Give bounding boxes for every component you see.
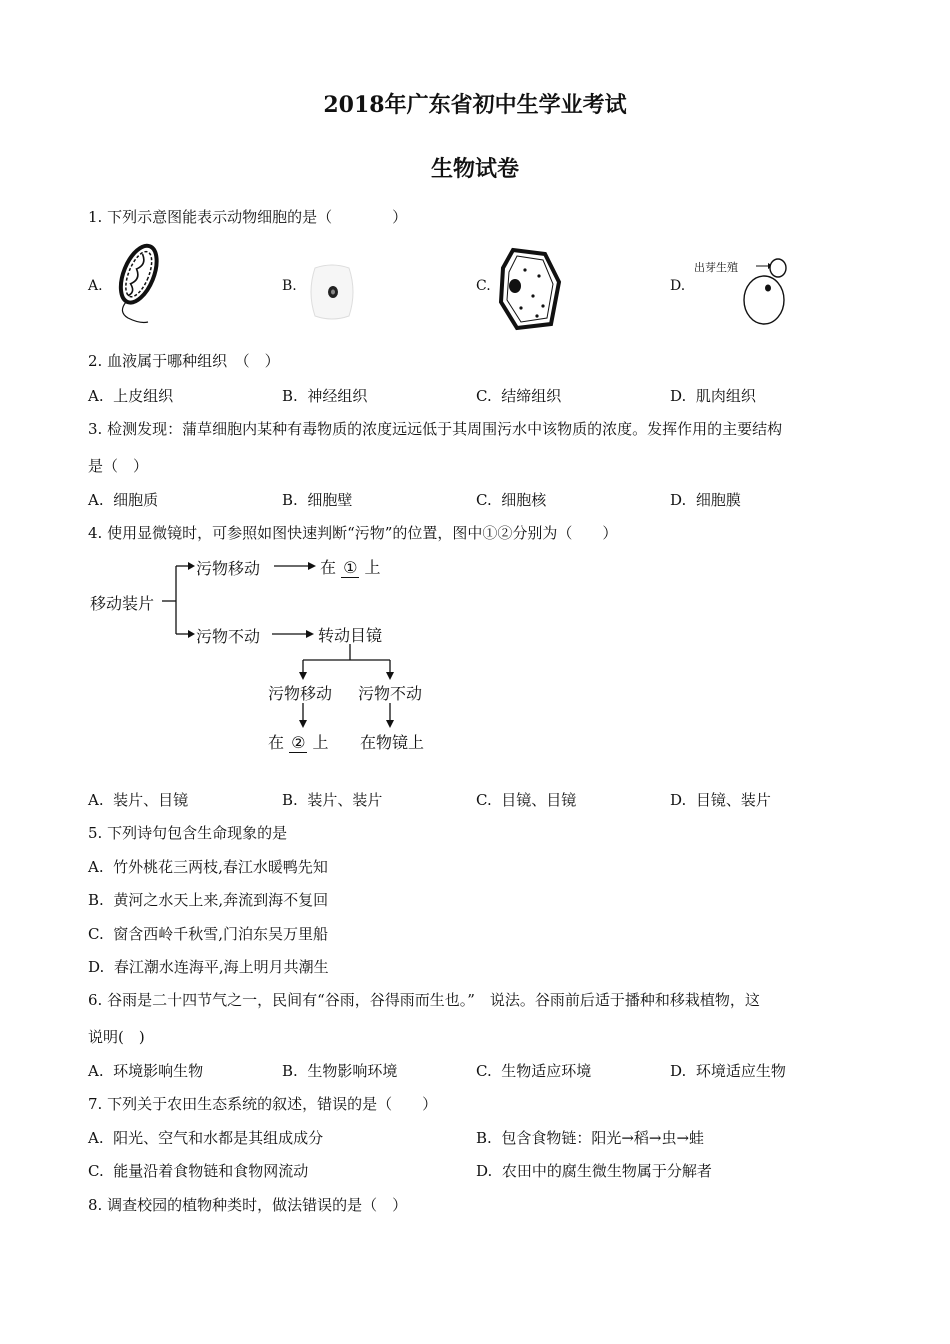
question-number: 4. (88, 524, 103, 542)
question-7 (88, 1093, 437, 1114)
q1-option-b-label: B. (282, 278, 297, 294)
q5-option-b: B. 黄河之水天上来,奔流到海不复回 (88, 891, 329, 909)
blank-1: ① (343, 558, 358, 577)
question-stem: 血液属于哪种组织 （ ） (107, 352, 280, 370)
flow-start: 移动装片 (90, 594, 155, 613)
q4-option-c: C. 目镜、目镜 (476, 791, 577, 809)
q4-option-b: B. 装片、装片 (282, 791, 383, 809)
question-stem: 使用显微镜时，可参照如图快速判断“污物”的位置，图中①②分别为（ ） (107, 524, 618, 542)
q7-option-d: D. 农田中的腐生微生物属于分解者 (476, 1162, 712, 1180)
question-stem: 检测发现：蒲草细胞内某种有毒物质的浓度远远低于其周围污水中该物质的浓度。发挥作用的主要结构 (107, 420, 783, 438)
q4-option-a: A. 装片、目镜 (88, 791, 189, 809)
question-5 (88, 822, 287, 843)
q2-option-c: C. 结缔组织 (476, 387, 562, 405)
question-8 (88, 1194, 407, 1215)
question-stem: 下列关于农田生态系统的叙述，错误的是（ ） (107, 1095, 438, 1113)
q7-option-b: B. 包含食物链：阳光→稻→虫→蛙 (476, 1129, 705, 1147)
q4-option-d: D. 目镜、装片 (670, 791, 771, 809)
q6-option-b: B. 生物影响环境 (282, 1062, 398, 1080)
blank-2: ② (291, 733, 306, 752)
flow-result1: 在 ① 上 (320, 558, 381, 577)
q3-option-a: A. 细胞质 (88, 491, 159, 509)
q6-option-a: A. 环境影响生物 (88, 1062, 204, 1080)
flow-branch2: 污物不动 (196, 627, 261, 646)
q5-option-a: A. 竹外桃花三两枝,春江水暖鸭先知 (88, 858, 328, 876)
q1-option-d-label: D. (670, 278, 686, 294)
q2-option-a: A. 上皮组织 (88, 387, 174, 405)
question-number: 7. (88, 1095, 103, 1113)
q5-option-d: D. 春江潮水连海平,海上明月共潮生 (88, 958, 329, 976)
q3-option-c: C. 细胞核 (476, 491, 547, 509)
question-stem: 调查校园的植物种类时，做法错误的是（ ） (107, 1196, 408, 1214)
q6-option-c: C. 生物适应环境 (476, 1062, 592, 1080)
q2-option-d: D. 肌肉组织 (670, 387, 756, 405)
q1-option-a-label: A. (88, 278, 103, 294)
question-3-cont: 是（ ） (88, 457, 149, 475)
budding-caption: 出芽生殖 (694, 261, 738, 274)
flow-sub1: 污物移动 (268, 684, 333, 703)
q2-option-b: B. 神经组织 (282, 387, 368, 405)
page-title: 2018年广东省初中生学业考试 (323, 92, 627, 118)
question-number: 3. (88, 420, 103, 438)
q3-option-d: D. 细胞膜 (670, 491, 741, 509)
question-stem: 谷雨是二十四节气之一，民间有“谷雨，谷得雨而生也。” 说法。谷雨前后适于播种和移栽植物，这 (107, 991, 760, 1009)
q1-option-c-label: C. (476, 278, 491, 294)
question-stem: 下列诗句包含生命现象的是 (107, 824, 288, 842)
question-number: 1. (88, 208, 103, 226)
q6-option-d: D. 环境适应生物 (670, 1062, 786, 1080)
flow-branch1: 污物移动 (196, 559, 261, 578)
question-number: 8. (88, 1196, 103, 1214)
page-subtitle: 生物试卷 (430, 156, 519, 182)
q3-option-b: B. 细胞壁 (282, 491, 353, 509)
flow-sub2: 污物不动 (358, 684, 423, 703)
question-6-cont: 说明( ) (88, 1028, 145, 1046)
question-number: 2. (88, 352, 103, 370)
question-number: 6. (88, 991, 103, 1009)
question-number: 5. (88, 824, 103, 842)
flow-step2: 转动目镜 (318, 626, 383, 645)
q7-option-c: C. 能量沿着食物链和食物网流动 (88, 1162, 309, 1180)
q5-option-c: C. 窗含西岭千秋雪,门泊东吴万里船 (88, 925, 329, 943)
question-6 (88, 989, 760, 1010)
flow-result2: 在 ② 上 (268, 733, 329, 752)
q7-option-a: A. 阳光、空气和水都是其组成成分 (88, 1129, 324, 1147)
question-stem: 下列示意图能表示动物细胞的是（ ） (107, 208, 408, 226)
flow-result3: 在物镜上 (360, 733, 425, 752)
